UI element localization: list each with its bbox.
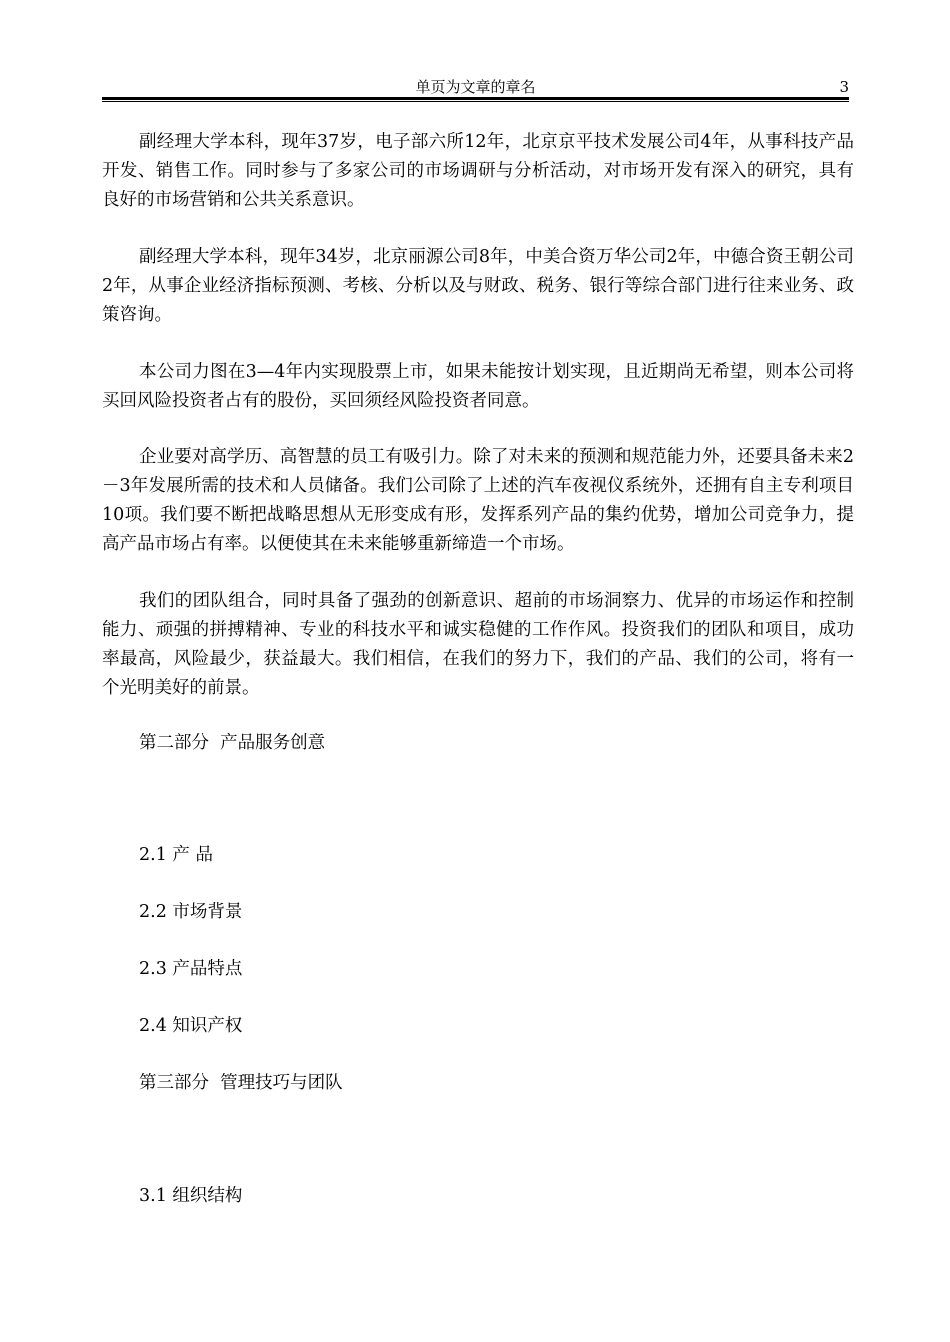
page-header [102, 76, 849, 98]
paragraph-talent-attraction: 企业要对高学历、高智慧的员工有吸引力。除了对未来的预测和规范能力外，还要具备未来2－3年发展所需的技术和人员储备。我们公司除了上述的汽车夜视仪系统外，还拥有自主专利项目10项。我们要不断把战略思想从无形变成有形，发挥系列产品的集约优势，增加公司竞争力，提高产品市场占有率。以便使其在未来能够重新缔造一个市场。 [102, 447, 854, 554]
header-title: 单页为文章的章名 [415, 78, 536, 96]
heading-2-4: 2.4 知识产权 [139, 1016, 243, 1036]
heading-2-2: 2.2 市场背景 [139, 902, 243, 922]
paragraph-team: 我们的团队组合，同时具备了强劲的创新意识、超前的市场洞察力、优异的市场运作和控制能力、顽强的拼搏精神、专业的科技水平和诚实稳健的工作作风。投资我们的团队和项目，成功率最高，风险最少，获益最大。我们相信，在我们的努力下，我们的产品、我们的公司，将有一个光明美好的前景。 [102, 591, 854, 698]
header-rule [102, 97, 849, 102]
paragraph-share-listing: 本公司力图在3—4年内实现股票上市，如果未能按计划实现，且近期尚无希望，则本公司将买回风险投资者占有的股份，买回须经风险投资者同意。 [102, 362, 854, 411]
heading-part-3: 第三部分 管理技巧与团队 [139, 1073, 343, 1093]
heading-2-3: 2.3 产品特点 [139, 959, 243, 979]
paragraph-deputy-manager-1: 副经理大学本科，现年37岁，电子部六所12年，北京京平技术发展公司4年，从事科技产品开发、销售工作。同时参与了多家公司的市场调研与分析活动，对市场开发有深入的研究，具有良好的市场营销和公共关系意识。 [102, 132, 854, 210]
paragraph-deputy-manager-2: 副经理大学本科，现年34岁，北京丽源公司8年，中美合资万华公司2年，中德合资王朝公司2年，从事企业经济指标预测、考核、分析以及与财政、税务、银行等综合部门进行往来业务、政策咨询。 [102, 247, 854, 325]
page-number: 3 [839, 78, 849, 96]
heading-part-2: 第二部分 产品服务创意 [139, 733, 326, 753]
heading-3-1: 3.1 组织结构 [139, 1186, 243, 1206]
heading-2-1: 2.1 产 品 [139, 845, 213, 865]
